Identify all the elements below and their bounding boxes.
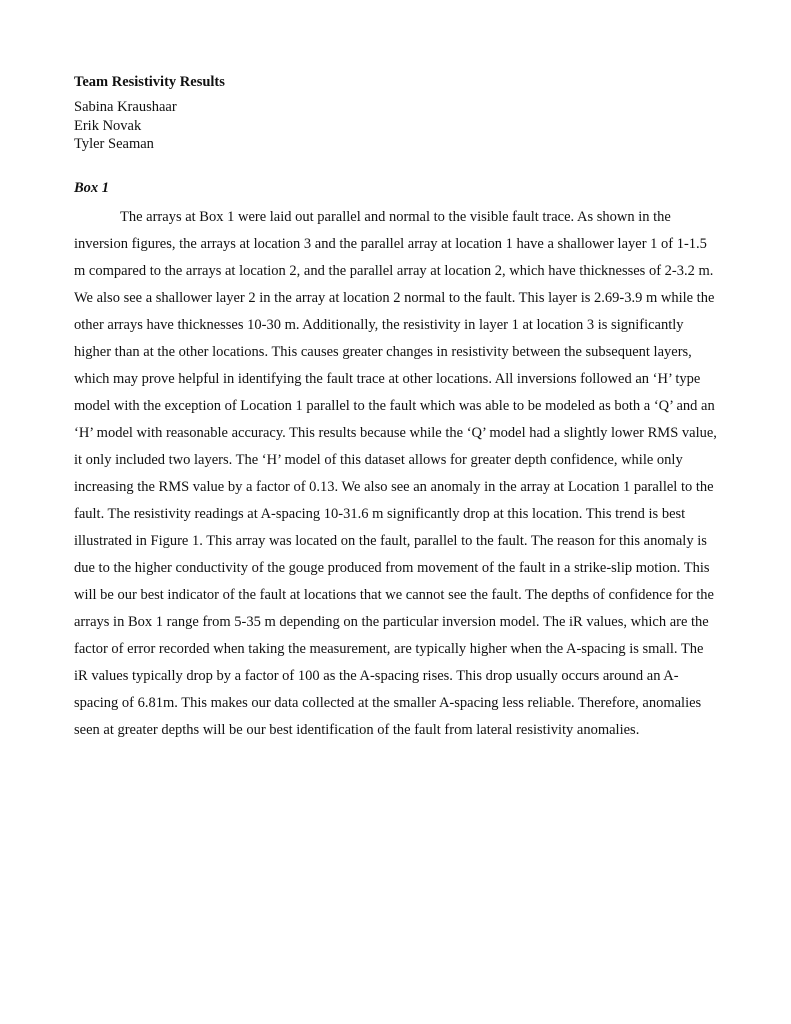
author-name: Tyler Seaman bbox=[74, 136, 154, 152]
author-list bbox=[74, 98, 177, 154]
section-heading: Box 1 bbox=[74, 180, 110, 196]
document-title: Team Resistivity Results bbox=[74, 74, 225, 90]
author-name: Erik Novak bbox=[74, 117, 142, 134]
body-paragraph: The arrays at Box 1 were laid out parallel and normal to the visible fault trace. As shown in the inversion figures, the arrays at location 3 and the parallel array at location 1 have a shallower layer 1 of 1-1.5 m compared to the arrays at location 2, and the parallel array at location 2, which have thicknesses of 2-3.2 m. We also see a shallower layer 2 in the array at location 2 normal to the fault. This layer is 2.69-3.9 m while the other arrays have thicknesses 10-30 m. Additionally, the resistivity in layer 1 at location 3 is significantly higher than at the other locations. This causes greater changes in resistivity between the subsequent layers, which may prove helpful in identifying the fault trace at other locations. All inversions followed an ‘H’ type model with the exception of Location 1 parallel to the fault which was able to be modeled as both a ‘Q’ and an ‘H’ model with reasonable accuracy. This results because while the ‘Q’ model had a slightly lower RMS value, it only included two layers. The ‘H’ model of this dataset allows for greater depth confidence, while only increasing the RMS value by a factor of 0.13. We also see an anomaly in the array at Location 1 parallel to the fault. The resistivity readings at A-spacing 10-31.6 m significantly drop at this location. This trend is best illustrated in Figure 1. This array was located on the fault, parallel to the fault. The reason for this anomaly is due to the higher conductivity of the gouge produced from movement of the fault in a strike-slip motion. This will be our best indicator of the fault at locations that we cannot see the fault. The depths of confidence for the arrays in Box 1 range from 5-35 m depending on the particular inversion model. The iR values, which are the factor of error recorded when taking the measurement, are typically higher when the A-spacing is small. The iR values typically drop by a factor of 100 as the A-spacing rises. This drop usually occurs around an A-spacing of 6.81m. This makes our data collected at the smaller A-spacing less reliable. Therefore, anomalies seen at greater depths will be our best identification of the fault from lateral resistivity anomalies. bbox=[74, 209, 717, 738]
author-name: Sabina Kraushaar bbox=[74, 99, 177, 115]
